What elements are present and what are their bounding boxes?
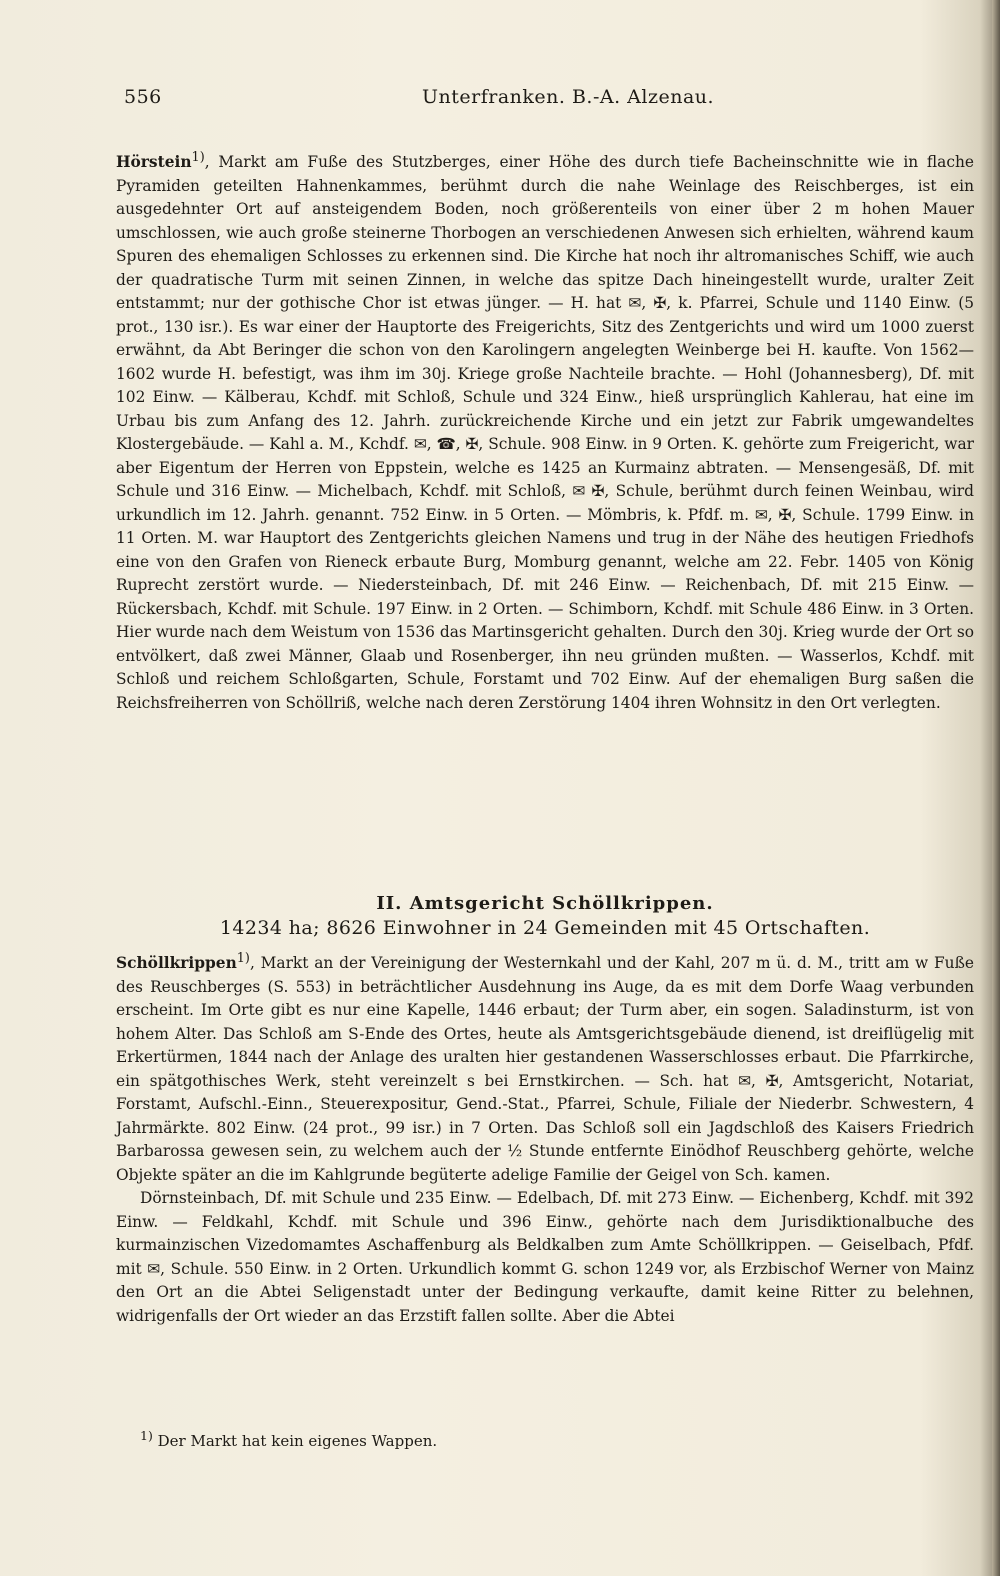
page-header	[124, 86, 966, 116]
footnote	[140, 1428, 437, 1450]
footnote-mark: 1)	[140, 1428, 153, 1443]
footnote-ref: 1)	[191, 150, 205, 165]
footnote-text: Der Markt hat kein eigenes Wappen.	[157, 1432, 438, 1450]
section-2-subtitle: 14234 ha; 8626 Einwohner in 24 Gemeinden mit 45 Ortschaften.	[219, 917, 871, 939]
running-title: Unterfranken. B.-A. Alzenau.	[422, 86, 715, 108]
section-1-paragraph	[116, 146, 974, 715]
footnote-ref: 1)	[236, 951, 250, 966]
page-number: 556	[124, 86, 162, 108]
section-2-text: , Markt an der Vereinigung der Westernkahl und der Kahl, 207 m ü. d. M., tritt am w Fuße des Reuschberges (S. 553) in beträchtlicher Ausdehnung ins Auge, da es mit dem Dorfe Waag verbunden erscheint. Im Orte gibt es nur eine Kapelle, 1446 erbaut; der Turm aber, ein sogen. Saladinsturm, ist von hohem Alter. Das Schloß am S-Ende des Ortes, heute als Amtsgerichtsgebäude dienend, ist dreiflügelig mit Erkertürmen, 1844 nach der Anlage des uralten hier gestandenen Wasserschlosses erbaut. Die Pfarrkirche, ein spätgothisches Werk, steht vereinzelt s bei Ernstkirchen. — Sch. hat ✉, ✠, Amtsgericht, Notariat, Forstamt, Aufschl.-Einn., Steuerexpositur, Gend.-Stat., Pfarrei, Schule, Filiale der Niederbr. Schwestern, 4 Jahrmärkte. 802 Einw. (24 prot., 99 isr.) in 7 Orten. Das Schloß soll ein Jagdschloß des Kaisers Friedrich Barbarossa gewesen sein, zu welchem auch der ½ Stunde entfernte Einödhof Reuschberg gehörte, welche Objekte später an die im Kahlgrunde begüterte adelige Familie der Geigel von Sch. kamen.	[116, 954, 974, 1184]
page-edge	[992, 0, 1000, 1576]
place-heading-schoellkrippen: Schöllkrippen	[116, 954, 237, 973]
section-2-title: II. Amtsgericht Schöllkrippen.	[376, 893, 714, 914]
section-1-body	[116, 146, 974, 715]
section-2-paragraph-2: Dörnsteinbach, Df. mit Schule und 235 Einw. — Edelbach, Df. mit 273 Einw. — Eichenberg, Kchdf. mit 392 Einw. — Feldkahl, Kchdf. mit Schule und 396 Einw., gehörte nach dem Jurisdiktionalbuche des kurmainzischen Vizedomamtes Aschaffenburg als Beldkalben zum Amte Schöllkrippen. — Geiselbach, Pfdf. mit ✉, Schule. 550 Einw. in 2 Orten. Urkundlich kommt G. schon 1249 vor, als Erzbischof Werner von Mainz den Ort an die Abtei Seligenstadt unter der Bedingung verkaufte, damit keine Ritter zu belehnen, widrigenfalls der Ort wieder an das Erzstift fallen sollte. Aber die Abtei	[116, 1189, 974, 1325]
section-1-text: , Markt am Fuße des Stutzberges, einer Höhe des durch tiefe Bacheinschnitte wie in flache Pyramiden geteilten Hahnenkammes, berühmt durch die nahe Weinlage des Reischberges, ist ein ausgedehnter Ort auf ansteigendem Boden, noch größerenteils von einer über 2 m hohen Mauer umschlossen, wie auch große steinerne Thorbogen an verschiedenen Anwesen sich erhielten, während kaum Spuren des ehemaligen Schlosses zu erkennen sind. Die Kirche hat noch ihr altromanisches Schiff, wie auch der quadratische Turm mit seinen Zinnen, in welche das spitze Dach hineingestellt wurde, uralter Zeit entstammt; nur der gothische Chor ist etwas jünger. — H. hat ✉, ✠, k. Pfarrei, Schule und 1140 Einw. (5 prot., 130 isr.). Es war einer der Hauptorte des Freigerichts, Sitz des Zentgerichts und wird um 1000 zuerst erwähnt, da Abt Beringer die schon von den Karolingern angelegten Weinberge bei H. kaufte. Von 1562—1602 wurde H. befestigt, was ihm im 30j. Kriege große Nachteile brachte. — Hohl (Johannesberg), Df. mit 102 Einw. — Kälberau, Kchdf. mit Schloß, Schule und 324 Einw., hieß ursprünglich Kahlerau, hat eine im Urbau bis zum Anfang des 12. Jahrh. zurückreichende Kirche und ein jetzt zur Fabrik umgewandeltes Klostergebäude. — Kahl a. M., Kchdf. ✉, ☎, ✠, Schule. 908 Einw. in 9 Orten. K. gehörte zum Freigericht, war aber Eigentum der Herren von Eppstein, welche es 1425 an Kurmainz abtraten. — Mensengesäß, Df. mit Schule und 316 Einw. — Michelbach, Kchdf. mit Schloß, ✉ ✠, Schule, berühmt durch feinen Weinbau, wird urkundlich im 12. Jahrh. genannt. 752 Einw. in 5 Orten. — Mömbris, k. Pfdf. m. ✉, ✠, Schule. 1799 Einw. in 11 Orten. M. war Hauptort des Zentgerichts gleichen Namens und trug in der Nähe des heutigen Friedhofs eine von den Grafen von Rieneck erbaute Burg, Momburg genannt, welche am 22. Febr. 1405 von König Ruprecht zerstört wurde. — Niedersteinbach, Df. mit 246 Einw. — Reichenbach, Df. mit 215 Einw. — Rückersbach, Kchdf. mit Schule. 197 Einw. in 2 Orten. — Schimborn, Kchdf. mit Schule 486 Einw. in 3 Orten. Hier wurde nach dem Weistum von 1536 das Martinsgericht gehalten. Durch den 30j. Krieg wurde der Ort so entvölkert, daß zwei Männer, Glaab und Rosenberger, ihn neu gründen mußten. — Wasserlos, Kchdf. mit Schloß und reichem Schloßgarten, Schule, Forstamt und 702 Einw. Auf der ehemaligen Burg saßen die Reichsfreiherren von Schöllriß, welche nach deren Zerstörung 1404 ihren Wohnsitz in den Ort verlegten.	[116, 153, 974, 712]
place-heading-hoerstein: Hörstein	[116, 153, 192, 172]
section-2-body	[116, 947, 974, 1328]
section-2-paragraph	[116, 947, 974, 1187]
